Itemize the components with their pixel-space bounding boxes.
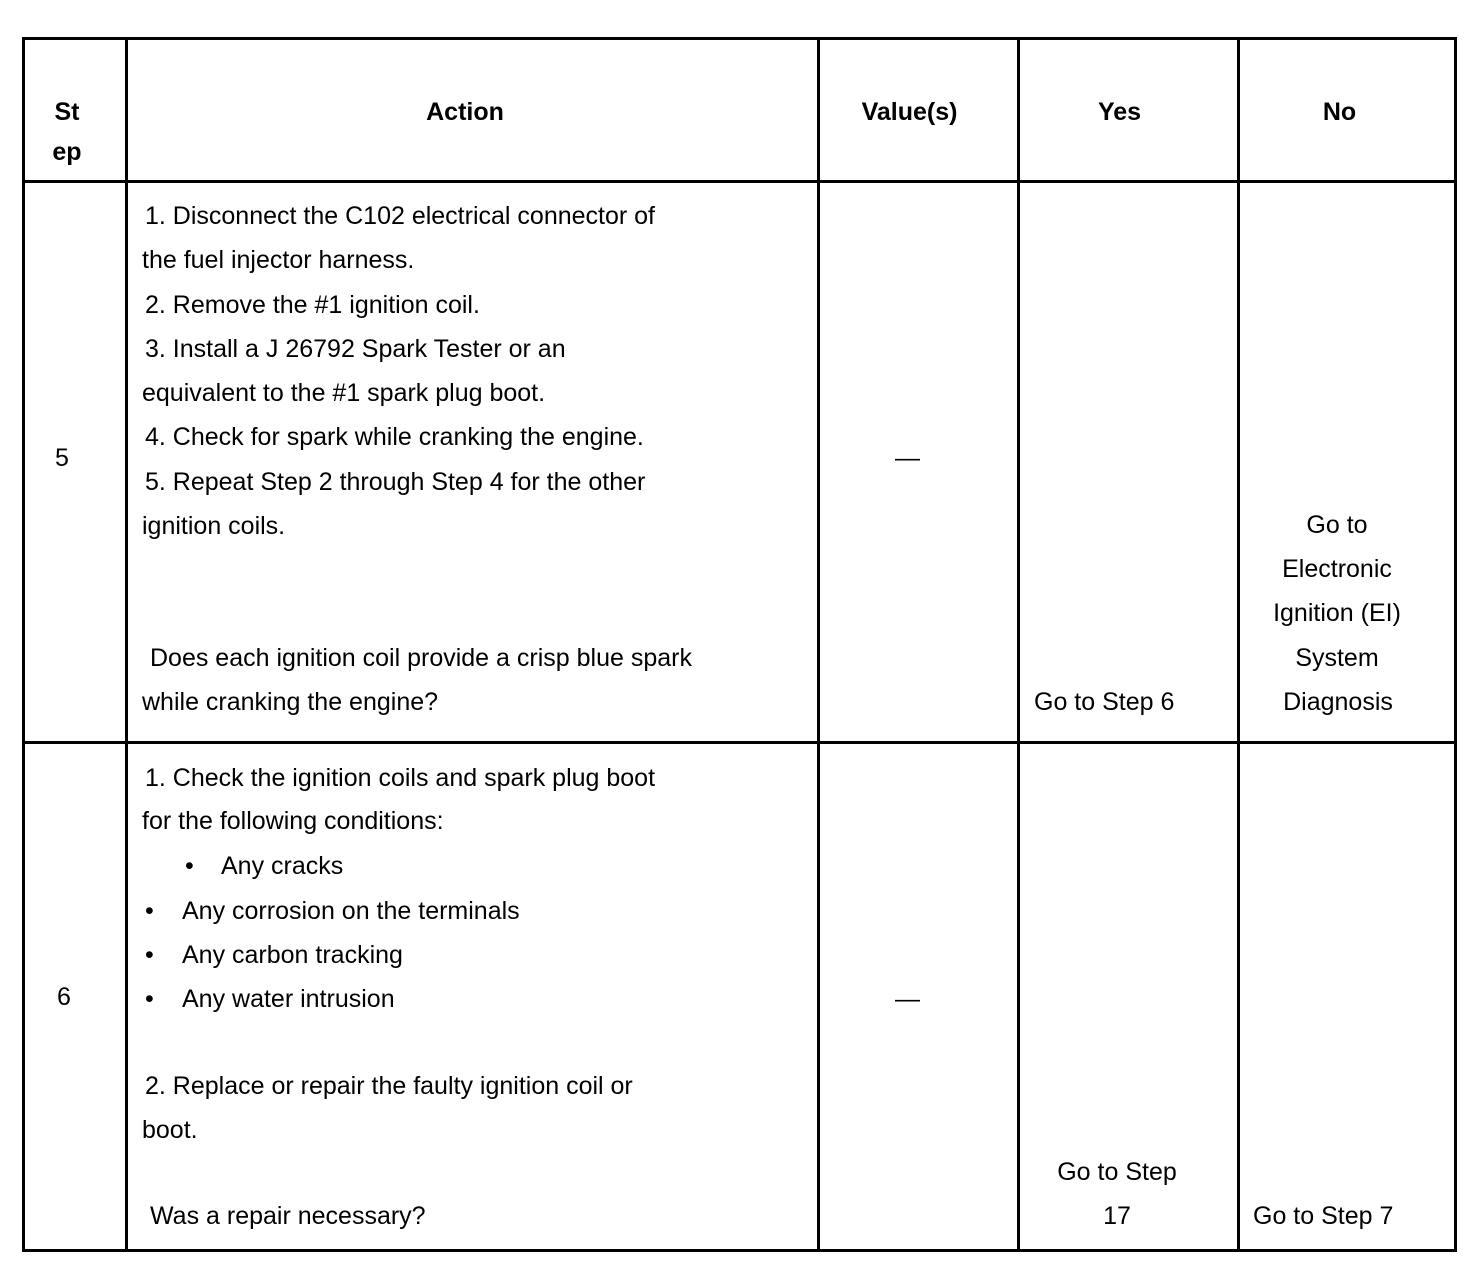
no-go-to-line: System [1295,644,1379,672]
value-dash: — [895,985,920,1013]
action-line: ignition coils. [142,512,286,540]
action-line: 2. Replace or repair the faulty ignition coil or [145,1072,633,1100]
yes-go-to-line: 17 [1103,1202,1131,1230]
action-line: boot. [142,1116,198,1144]
action-line: 1. Check the ignition coils and spark plug boot [145,764,656,792]
col-divider-values [1017,40,1020,1249]
yes-go-to: Go to Step 6 [1034,688,1175,716]
col-divider-action [817,40,820,1249]
yes-go-to-line: Go to Step [1057,1158,1177,1186]
action-line: equivalent to the #1 spark plug boot. [142,379,546,407]
bullet-item: Any water intrusion [182,985,395,1013]
bullet-icon: • [145,985,154,1013]
question-line: Does each ignition coil provide a crisp blue spark [150,644,692,672]
action-line: 4. Check for spark while cranking the engine. [145,423,644,451]
header-step-line2: ep [52,138,82,166]
no-go-to: Go to Step 7 [1253,1202,1394,1230]
action-line: for the following conditions: [142,807,444,835]
step-number: 6 [57,983,71,1011]
value-dash: — [895,444,920,472]
header-step-line1: St [54,98,80,126]
header-no: No [1322,98,1357,126]
bullet-item: Any carbon tracking [182,941,403,969]
bullet-icon: • [145,897,154,925]
col-divider-step [125,40,128,1249]
action-line: 5. Repeat Step 2 through Step 4 for the other [145,468,646,496]
header-action: Action [426,98,504,126]
no-go-to-line: Electronic [1282,555,1392,583]
action-line: 3. Install a J 26792 Spark Tester or an [145,335,566,363]
question-line: while cranking the engine? [142,688,439,716]
no-go-to-line: Ignition (EI) [1273,599,1401,627]
action-line: 2. Remove the #1 ignition coil. [145,291,480,319]
bullet-item: Any cracks [221,852,344,880]
action-line: the fuel injector harness. [142,246,415,274]
question-line: Was a repair necessary? [150,1202,426,1230]
action-line: 1. Disconnect the C102 electrical connector of [145,202,655,230]
bullet-item: Any corrosion on the terminals [182,897,520,925]
header-yes: Yes [1097,98,1142,126]
bullet-icon: • [185,852,194,880]
header-values: Value(s) [861,98,958,126]
no-go-to-line: Go to [1306,511,1368,539]
step-number: 5 [55,444,69,472]
bullet-icon: • [145,941,154,969]
no-go-to-line: Diagnosis [1283,688,1393,716]
